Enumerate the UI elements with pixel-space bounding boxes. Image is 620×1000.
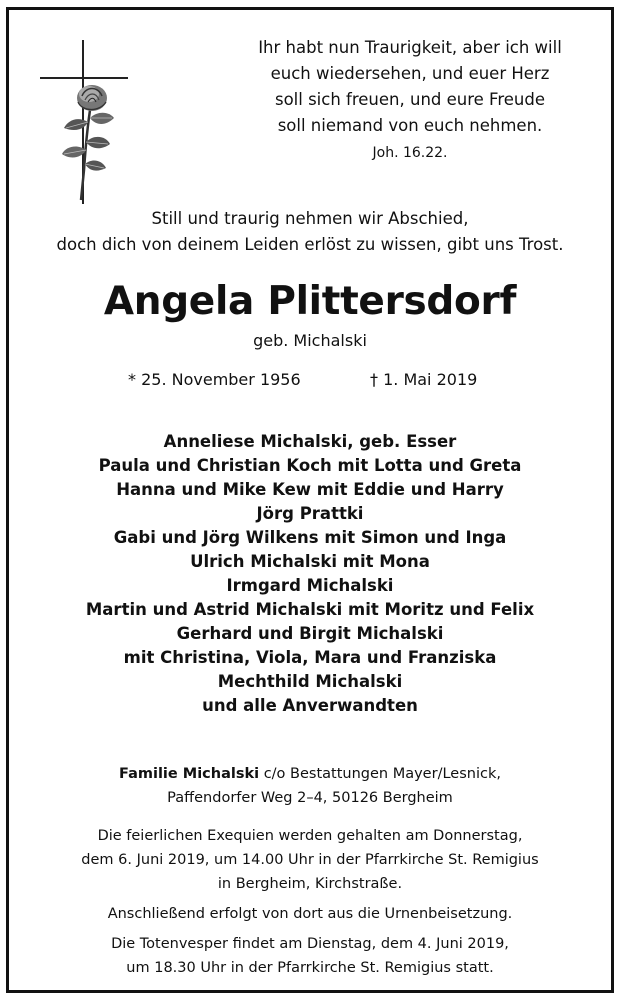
mourner-line: Paula und Christian Koch mit Lotta und Greta bbox=[98, 456, 522, 475]
mourners-list bbox=[10, 430, 610, 718]
maiden-name: geb. Michalski bbox=[253, 331, 367, 350]
mourner-line: mit Christina, Viola, Mara und Franziska bbox=[123, 648, 497, 667]
deceased-name: Angela Plittersdorf bbox=[103, 279, 517, 324]
quote-line: Ihr habt nun Traurigkeit, aber ich will bbox=[258, 38, 562, 57]
family-name: Familie Michalski bbox=[119, 766, 260, 782]
death-date: † 1. Mai 2019 bbox=[370, 370, 478, 389]
mourner-line: Hanna und Mike Kew mit Eddie und Harry bbox=[116, 480, 504, 499]
urn-burial-line: Anschließend erfolgt von dort aus die Urnenbeisetzung. bbox=[107, 906, 513, 922]
vespers-line: um 18.30 Uhr in der Pfarrkirche St. Remigius statt. bbox=[126, 960, 494, 976]
mourner-line: Ulrich Michalski mit Mona bbox=[190, 552, 430, 571]
mourner-line: Anneliese Michalski, geb. Esser bbox=[163, 432, 457, 451]
funeral-home: c/o Bestattungen Mayer/Lesnick, bbox=[259, 766, 501, 782]
cross-with-rose-icon bbox=[40, 40, 132, 206]
service-details bbox=[10, 824, 610, 980]
exequies-line: Die feierlichen Exequien werden gehalten am Donnerstag, bbox=[97, 828, 523, 844]
mourner-line: und alle Anverwandten bbox=[202, 696, 418, 715]
farewell-text bbox=[10, 206, 610, 258]
mourner-line: Gerhard und Birgit Michalski bbox=[176, 624, 444, 643]
contact-address bbox=[10, 762, 610, 810]
farewell-line: Still und traurig nehmen wir Abschied, bbox=[151, 209, 469, 228]
mourner-line: Mechthild Michalski bbox=[217, 672, 403, 691]
quote-reference: Joh. 16.22. bbox=[372, 145, 448, 161]
mourner-line: Gabi und Jörg Wilkens mit Simon und Inga bbox=[113, 528, 507, 547]
mourner-line: Jörg Prattki bbox=[256, 504, 364, 523]
birth-date: * 25. November 1956 bbox=[128, 370, 301, 389]
quote-line: soll sich freuen, und eure Freude bbox=[274, 90, 545, 109]
exequies-line: dem 6. Juni 2019, um 14.00 Uhr in der Pfarrkirche St. Remigius bbox=[81, 852, 539, 868]
quote-line: euch wiedersehen, und euer Herz bbox=[270, 64, 550, 83]
vespers-line: Die Totenvesper findet am Dienstag, dem 4. Juni 2019, bbox=[111, 936, 509, 952]
mourner-line: Irmgard Michalski bbox=[226, 576, 394, 595]
mourner-line: Martin und Astrid Michalski mit Moritz und Felix bbox=[85, 600, 535, 619]
bible-quote bbox=[215, 35, 605, 139]
farewell-line: doch dich von deinem Leiden erlöst zu wissen, gibt uns Trost. bbox=[56, 235, 564, 254]
contact-line bbox=[10, 762, 610, 786]
quote-line: soll niemand von euch nehmen. bbox=[277, 116, 543, 135]
street-address: Paffendorfer Weg 2–4, 50126 Bergheim bbox=[167, 790, 453, 806]
exequies-line: in Bergheim, Kirchstraße. bbox=[217, 876, 403, 892]
